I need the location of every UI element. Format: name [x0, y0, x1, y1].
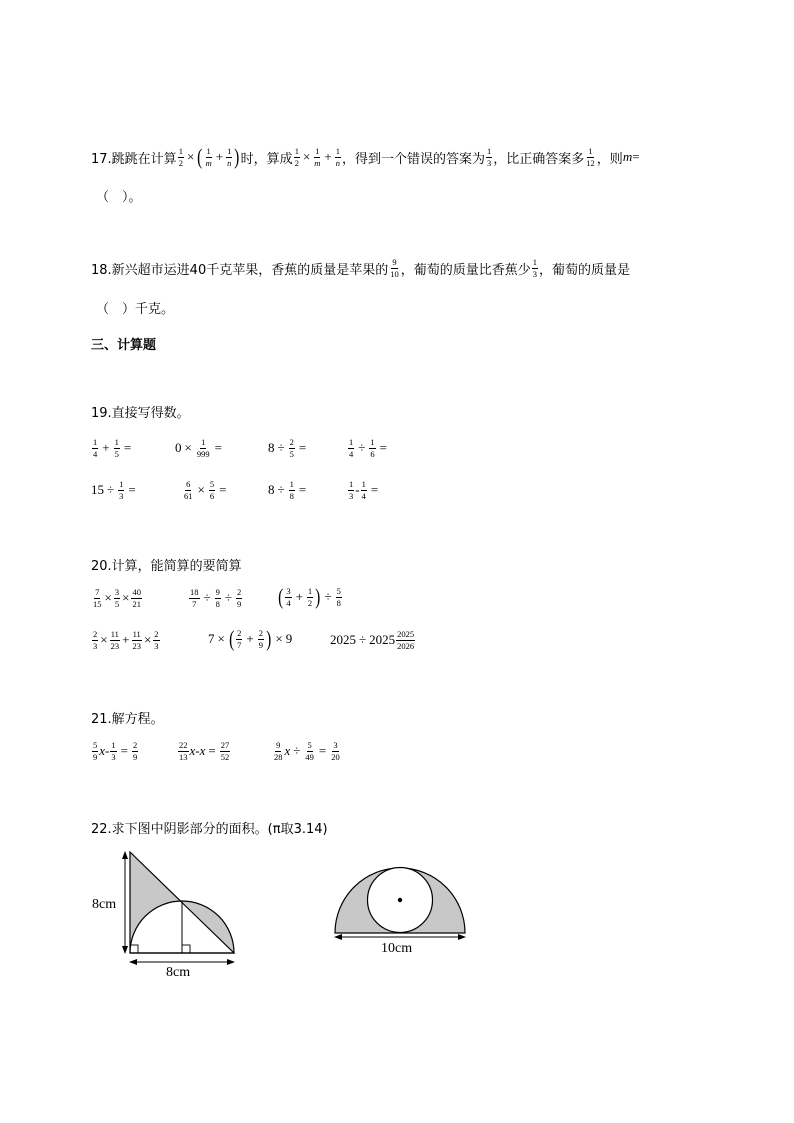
- q19-item: $\frac{6}{61}$ × $\frac{5}{6}$ =: [184, 479, 227, 501]
- q20-expression: ( $\frac{3}{4}$ + $\frac{1}{2}$ ) ÷ $\frac{5}{8}$: [278, 584, 341, 609]
- fraction: $\frac{1}{2}$: [178, 145, 183, 168]
- q18-line1: [91, 258, 630, 279]
- q20-expression: $\frac{7}{15}$ × $\frac{3}{5}$ × $\frac{40}{21}$: [93, 587, 141, 609]
- q20-expression: 2025 ÷ 2025 $\frac{2025}{2026}$: [330, 629, 415, 651]
- fraction: $\frac{1}{n}$: [335, 145, 341, 168]
- section-heading: 三、计算题: [91, 338, 157, 353]
- fraction: $\frac{1}{m}$: [314, 145, 321, 168]
- q19-item: 8 ÷ $\frac{1}{8}$ =: [268, 479, 307, 501]
- q17-prefix: 17.跳跳在计算: [91, 151, 177, 167]
- q19-item: 0 × $\frac{1}{999}$ =: [175, 437, 222, 459]
- q19-item: $\frac{1}{4}$ + $\frac{1}{5}$ =: [93, 437, 132, 459]
- q17-text-got: ，得到一个错误的答案为: [342, 151, 486, 167]
- q17-line1: [91, 146, 640, 168]
- fraction: $\frac{1}{12}$: [586, 145, 595, 168]
- q19-item: 15 ÷ $\frac{1}{3}$ =: [91, 479, 136, 501]
- q19-item: $\frac{1}{3}$ - $\frac{1}{4}$ =: [349, 479, 379, 501]
- q18-prefix: 18.新兴超市运进40千克苹果，香蕉的质量是苹果的: [91, 262, 389, 278]
- q20-title: 20.计算，能简算的要简算: [91, 559, 242, 574]
- q21-equation: $\frac{22}{13}$ x - x = $\frac{27}{52}$: [179, 740, 230, 762]
- q21-equation: $\frac{9}{28}$ x ÷ $\frac{5}{49}$ = $\frac{3}{20}$: [274, 740, 340, 762]
- equals-sign: =: [632, 149, 640, 164]
- circle-center-dot: [398, 898, 402, 902]
- figure-triangle-semicircle: [85, 845, 245, 980]
- q17-text-then: ，则: [596, 151, 623, 167]
- q20-expression: $\frac{2}{3}$ × $\frac{11}{23}$ + $\frac{11}{23}$ × $\frac{2}{3}$: [93, 629, 159, 651]
- fig2-width-label: 10cm: [381, 941, 413, 956]
- q17-text-more: ，比正确答案多: [493, 151, 585, 167]
- q22-title: 22.求下图中阴影部分的面积。(π取3.14): [91, 822, 328, 837]
- q20-expression: 7 × ( $\frac{2}{7}$ + $\frac{2}{9}$ ) × 9: [208, 626, 293, 651]
- figure-semicircle-circle: [330, 845, 475, 960]
- fraction: $\frac{1}{m}$: [205, 145, 212, 168]
- times-sign: ×: [302, 149, 311, 164]
- q18-text-mid: ，葡萄的质量比香蕉少: [400, 262, 531, 278]
- times-sign: ×: [186, 149, 195, 164]
- fraction: $\frac{1}{3}$: [487, 145, 492, 168]
- q19-item: 8 ÷ $\frac{2}{5}$ =: [268, 437, 307, 459]
- left-paren: (: [197, 144, 203, 169]
- plus-sign: +: [215, 149, 224, 164]
- q18-answer-blank: （ ）千克。: [96, 302, 175, 317]
- fig1-height-label: 8cm: [92, 897, 117, 912]
- fig1-width-label: 8cm: [166, 965, 191, 980]
- plus-sign: +: [324, 149, 332, 164]
- var-m: m: [622, 149, 633, 164]
- fraction: $\frac{9}{10}$: [390, 257, 399, 279]
- q19-item: $\frac{1}{4}$ ÷ $\frac{1}{6}$ =: [349, 437, 387, 459]
- q18-text-tail: ，葡萄的质量是: [538, 262, 630, 278]
- fraction: $\frac{1}{2}$: [294, 145, 299, 168]
- q20-expression: $\frac{18}{7}$ ÷ $\frac{9}{8}$ ÷ $\frac{2}{9}$: [190, 587, 242, 609]
- right-paren: ): [234, 144, 240, 169]
- q21-title: 21.解方程。: [91, 712, 164, 727]
- q21-equation: $\frac{5}{9}$ x - $\frac{1}{3}$ = $\frac{2}{9}$: [93, 740, 138, 762]
- q17-answer-blank: （ ）。: [96, 190, 142, 205]
- fraction: $\frac{1}{3}$: [532, 257, 537, 279]
- fraction: $\frac{1}{n}$: [227, 145, 232, 168]
- q17-text-when: 时，算成: [240, 151, 293, 167]
- q19-title: 19.直接写得数。: [91, 406, 190, 421]
